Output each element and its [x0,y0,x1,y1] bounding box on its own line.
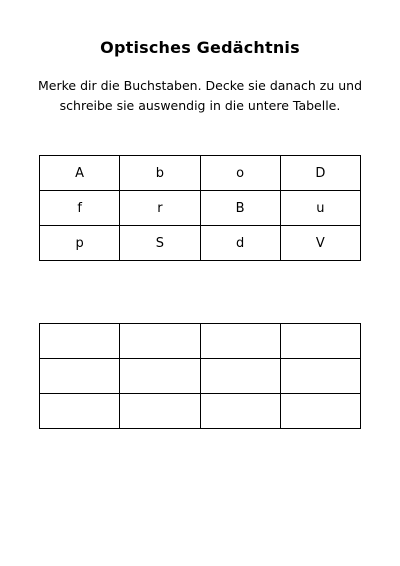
letter-cell: r [120,191,200,226]
answer-cell[interactable] [40,359,120,394]
answer-cell[interactable] [200,359,280,394]
answer-cell[interactable] [280,359,360,394]
letter-cell: u [280,191,360,226]
table-row [40,191,361,226]
letter-cell: S [120,226,200,261]
answer-cell[interactable] [200,324,280,359]
table-row [40,394,361,429]
letter-cell: f [40,191,120,226]
answer-cell[interactable] [280,324,360,359]
letters-table [39,155,361,261]
table-row [40,359,361,394]
answer-cell[interactable] [120,324,200,359]
instruction-line: schreibe sie auswendig in die untere Tabelle. [59,98,341,113]
answer-cell[interactable] [120,359,200,394]
letter-cell: o [200,156,280,191]
letter-cell: B [200,191,280,226]
letter-cell: d [200,226,280,261]
table-row [40,156,361,191]
answer-cell[interactable] [120,394,200,429]
page-title: Optisches Gedächtnis [100,38,300,57]
letter-cell: D [280,156,360,191]
instructions [30,76,370,116]
answer-cell[interactable] [40,324,120,359]
letter-cell: p [40,226,120,261]
answer-table [39,323,361,429]
letter-cell: A [40,156,120,191]
answer-cell[interactable] [200,394,280,429]
letter-cell: b [120,156,200,191]
instruction-line: Merke dir die Buchstaben. Decke sie danach zu und [38,78,362,93]
letter-cell: V [280,226,360,261]
table-row [40,226,361,261]
answer-cell[interactable] [40,394,120,429]
answer-cell[interactable] [280,394,360,429]
table-row [40,324,361,359]
